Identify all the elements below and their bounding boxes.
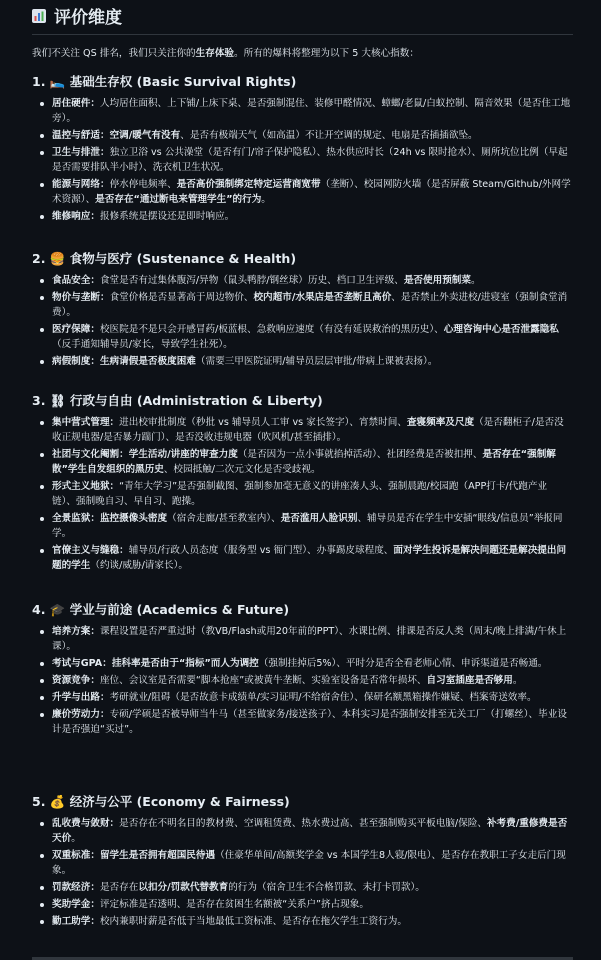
bold-text: 社团与文化阉割： bbox=[52, 449, 129, 460]
text: 座位、会议室是否需要“脚本抢座”或被黄牛垄断、实验室设备是否常年损坏、 bbox=[99, 675, 427, 686]
bold-text: 是否存在“通过断电来管理学生”的行为 bbox=[95, 194, 262, 205]
text: 是否存在不明名目的教材费、空调租赁费、热水费过高、甚至强制购买平板电脑/保险、 bbox=[119, 818, 487, 829]
text: 进出校审批制度（秒批 vs 辅导员人工审 vs 家长签字）、宵禁时间、 bbox=[119, 417, 407, 428]
bold-text: 升学与出路： bbox=[52, 692, 110, 703]
text: 校医院是不是只会开感冒药/板蓝根、急救响应速度（有没有延误救治的黑历史）、 bbox=[99, 324, 444, 335]
text: （强制挂掉后5%）、平时分是否全看老师心情、申诉渠道是否畅通。 bbox=[258, 658, 548, 669]
text: 、校园抵触/二次元文化是否受歧视。 bbox=[163, 464, 321, 475]
text: 辅导员/行政人员态度（服务型 vs 衙门型）、办事踢皮球程度、 bbox=[128, 545, 394, 556]
section-list bbox=[32, 816, 571, 929]
bold-text: 全景监狱： bbox=[52, 513, 100, 524]
bold-text: 形式主义地狱： bbox=[52, 481, 120, 492]
text: 报修系统是摆设还是即时响应。 bbox=[99, 211, 235, 222]
bold-text: 居住硬件： bbox=[52, 98, 100, 109]
text: （需要三甲医院证明/辅导员层层审批/带病上课被表扬）。 bbox=[195, 356, 438, 367]
title-divider bbox=[32, 34, 573, 35]
section-list bbox=[32, 624, 571, 737]
list-item bbox=[52, 624, 571, 654]
list-item bbox=[52, 656, 571, 671]
text: 课程设置是否严重过时（教VB/Flash或用20年前的PPT）、水课比例、排课是否反人类（周末/晚上排满/午休上课）。 bbox=[52, 626, 567, 652]
section-1 bbox=[32, 72, 571, 226]
bold-text: 是否高价强制绑定特定运营商宽带 bbox=[176, 179, 321, 190]
bold-text: 官僚主义与缝稳： bbox=[52, 545, 129, 556]
page-title bbox=[32, 0, 573, 26]
bold-text: 是否滥用人脸识别 bbox=[280, 513, 358, 524]
list-item bbox=[52, 209, 571, 224]
text: 评定标准是否透明、是否存在贫困生名额被“关系户”挤占现象。 bbox=[99, 899, 369, 910]
section-3 bbox=[32, 391, 571, 575]
bold-text: 乱收费与敛财： bbox=[52, 818, 120, 829]
intro-paragraph: 我们不关注 QS 排名，我们只关注你的生存体验。所有的爆料将整理为以下 5 大核心指数： bbox=[32, 48, 419, 59]
text: （住豪华单间/高额奖学金 vs 本国学生8人寝/限电）、是否存在教职工子女走后门现象。 bbox=[52, 850, 566, 876]
text: （宿舍走廊/甚至教室内）、 bbox=[167, 513, 281, 524]
bold-text: 罚款经济： bbox=[52, 882, 100, 893]
bold-text: 生病请假是否极度困难 bbox=[99, 356, 196, 367]
bold-text: 补考费/重修费是否天价 bbox=[52, 818, 568, 844]
bold-text: 勤工助学： bbox=[52, 916, 100, 927]
list-item bbox=[52, 290, 571, 320]
bold-text: 是否使用预制菜 bbox=[403, 275, 471, 286]
bold-text: 以扣分/罚款代替教育 bbox=[138, 882, 229, 893]
text: 独立卫浴 vs 公共澡堂（是否有门/帘子保护隐私）、热水供应时长（24h vs 限时抢水）、厕所坑位比例（早起是否需要排队半小时）、洗衣机卫生状况。 bbox=[52, 147, 568, 173]
bold-text: 学生活动/讲座的审查力度 bbox=[128, 449, 238, 460]
bold-text: 资源竞争： bbox=[52, 675, 100, 686]
list-item bbox=[52, 914, 571, 929]
section-2 bbox=[32, 249, 571, 371]
text: 、辅导员是否在学生中安插“眼线/信息员”举报同学。 bbox=[52, 513, 563, 539]
bold-text: 自习室插座是否够用 bbox=[426, 675, 513, 686]
bold-text: 查寝频率及尺度 bbox=[406, 417, 475, 428]
list-item bbox=[52, 880, 571, 895]
bold-text: 双重标准： bbox=[52, 850, 100, 861]
section-list bbox=[32, 273, 571, 369]
text: （是否翻柜子/是否没收正规电器/是否暴力踹门）、是否没收违规电器（吹风机/甚至插排）。 bbox=[52, 417, 564, 443]
text: 、是否有极端天气（如高温）不让开空调的规定、电扇是否插插欲坠。 bbox=[180, 130, 478, 141]
text: 是否存在 bbox=[99, 882, 139, 893]
bold-text: 病假制度： bbox=[52, 356, 100, 367]
list-item bbox=[52, 511, 571, 541]
list-item bbox=[52, 96, 571, 126]
list-item bbox=[52, 322, 571, 352]
text: 。 bbox=[471, 275, 481, 286]
bold-text: 能源与网络： bbox=[52, 179, 110, 190]
text: 考研就业/阻碍（是否故意卡成绩单/实习证明/不给宿舍住）、保研名额黑箱操作嫌疑、档案寄送效率。 bbox=[109, 692, 537, 703]
section-heading: 5. 💰 经济与公平 (Economy & Fairness) bbox=[32, 794, 290, 809]
bold-text: 食品安全： bbox=[52, 275, 100, 286]
list-item bbox=[52, 897, 571, 912]
text: 人均居住面积、上下铺/上床下桌、是否强制混住、装修甲醛情况、蟑螂/老鼠/白蚁控制、隔音效果（是否住工地旁）。 bbox=[52, 98, 571, 124]
text: 。 bbox=[261, 194, 271, 205]
text: （约谈/威胁/请家长）。 bbox=[90, 560, 188, 571]
list-item bbox=[52, 673, 571, 688]
bold-text: 卫生与排泄： bbox=[52, 147, 110, 158]
list-item bbox=[52, 447, 571, 477]
bold-text: 留学生是否拥有超国民待遇 bbox=[99, 850, 216, 861]
section-heading: 4. 🎓 学业与前途 (Academics & Future) bbox=[32, 602, 290, 617]
text: 。 bbox=[71, 833, 81, 844]
section-4 bbox=[32, 600, 571, 739]
text: 食堂价格是否显著高于周边物价、 bbox=[109, 292, 254, 303]
list-item bbox=[52, 177, 571, 207]
list-item bbox=[52, 273, 571, 288]
bold-text: 面对学生投诉是解决问题还是解决提出问题的学生 bbox=[52, 545, 567, 571]
list-item bbox=[52, 479, 571, 509]
text: 、是否禁止外卖进校/进寝室（强制食堂消费）。 bbox=[52, 292, 568, 318]
bold-text: 考试与GPA： bbox=[52, 658, 112, 669]
bold-text: 监控摄像头密度 bbox=[99, 513, 168, 524]
bold-text: 心理咨询中心是否泄露隐私 bbox=[443, 324, 559, 335]
text: 专硕/学硕是否被导师当牛马（甚至做家务/接送孩子）、本科实习是否强制安排至无关工厂（打螺丝）、毕业设计是否强迫“买过”。 bbox=[52, 709, 567, 735]
section-list bbox=[32, 96, 571, 224]
text: 停水停电频率、 bbox=[109, 179, 177, 190]
bold-text: 廉价劳动力： bbox=[52, 709, 110, 720]
text: （垄断）、校园网防火墙（是否屏蔽 Steam/Github/外网学术资源）、 bbox=[52, 179, 571, 205]
section-heading: 2. 🍔 食物与医疗 (Sustenance & Health) bbox=[32, 251, 297, 266]
list-item bbox=[52, 816, 571, 846]
bold-text: 医疗保障： bbox=[52, 324, 100, 335]
bar-chart-icon bbox=[32, 8, 46, 22]
text: 。 bbox=[512, 675, 523, 686]
bold-text: 维修响应： bbox=[52, 211, 100, 222]
list-item bbox=[52, 707, 571, 737]
section-list bbox=[32, 415, 571, 573]
text: 食堂是否有过集体腹泻/异物（鼠头鸭脖/钢丝球）历史、档口卫生评级、 bbox=[99, 275, 404, 286]
list-item bbox=[52, 128, 571, 143]
section-heading: 1. 🛌 基础生存权 (Basic Survival Rights) bbox=[32, 74, 297, 89]
text: 的行为（宿舍卫生不合格罚款、未打卡罚款）。 bbox=[228, 882, 425, 893]
list-item bbox=[52, 145, 571, 175]
bold-text: 奖助学金： bbox=[52, 899, 100, 910]
text: “青年大学习”是否强制截图、强制参加毫无意义的讲座凑人头、强制晨跑/校园跑（APP打卡/代跑产业链）、强制晚自习、早自习、跑操。 bbox=[52, 481, 548, 507]
list-item bbox=[52, 354, 571, 369]
bold-text: 是否存在“强制解散”学生自发组织的黑历史 bbox=[52, 449, 556, 475]
list-item bbox=[52, 415, 571, 445]
bold-text: 培养方案： bbox=[52, 626, 100, 637]
text: 校内兼职时薪是否低于当地最低工资标准、是否存在拖欠学生工资行为。 bbox=[99, 916, 407, 927]
bold-text: 校内超市/水果店是否垄断且高价 bbox=[253, 292, 392, 303]
bold-text: 空调/暖气有没有 bbox=[109, 130, 181, 141]
bold-text: 集中营式管理： bbox=[52, 417, 120, 428]
bold-text: 物价与垄断： bbox=[52, 292, 110, 303]
section-5 bbox=[32, 792, 571, 931]
section-heading: 3. ⛓ 行政与自由 (Administration & Liberty) bbox=[32, 393, 323, 408]
bold-text: 温控与舒适： bbox=[52, 130, 110, 141]
list-item bbox=[52, 543, 571, 573]
list-item bbox=[52, 690, 571, 705]
bold-text: 挂科率是否由于“指标”而人为调控 bbox=[111, 658, 259, 669]
text: （是否因为一点小事就掐掉活动）、社团经费是否被扣押、 bbox=[237, 449, 483, 460]
title-text: 评价维度 bbox=[54, 7, 122, 28]
text: （反手通知辅导员/家长，导致学生社死）。 bbox=[52, 339, 233, 350]
list-item bbox=[52, 848, 571, 878]
